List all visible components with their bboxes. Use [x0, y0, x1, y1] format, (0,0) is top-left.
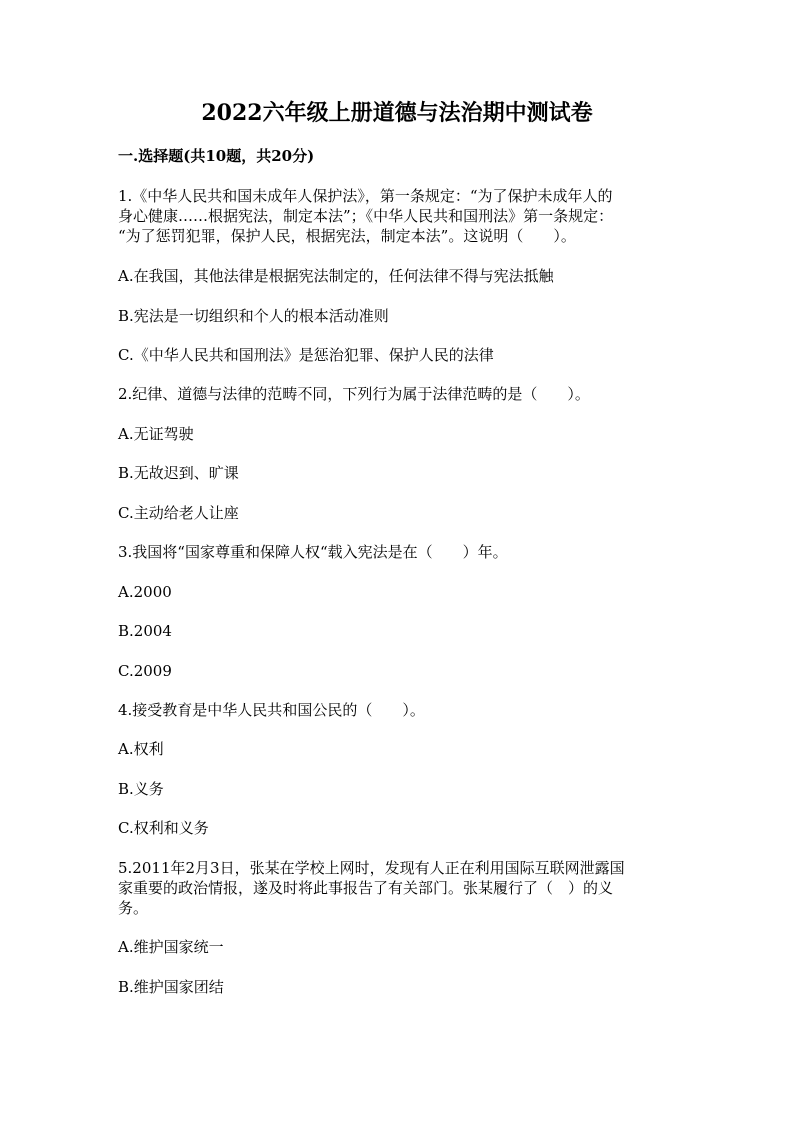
question-1-option-b: B.宪法是一切组织和个人的根本活动准则	[118, 307, 389, 325]
section-heading: 一.选择题(共10题，共20分)	[118, 147, 315, 165]
question-2-line-1: 2.纪律、道德与法律的范畴不同，下列行为属于法律范畴的是（ ）。	[118, 385, 590, 403]
question-3-line-1: 3.我国将“国家尊重和保障人权“载入宪法是在（ ）年。	[118, 543, 508, 561]
question-1-line-1: 1.《中华人民共和国未成年人保护法》，第一条规定：“为了保护未成年人的	[118, 187, 613, 205]
question-5-line-1: 5.2011年2月3日，张某在学校上网时，发现有人正在利用国际互联网泄露国	[118, 859, 625, 877]
question-4-option-c: C.权利和义务	[118, 819, 209, 837]
question-3-option-b: B.2004	[118, 622, 172, 640]
question-2-option-c: C.主动给老人让座	[118, 504, 239, 522]
question-3-option-a: A.2000	[118, 583, 172, 601]
question-1-line-3: “为了惩罚犯罪，保护人民，根据宪法，制定本法”。这说明（ ）。	[118, 227, 576, 245]
question-4-option-b: B.义务	[118, 780, 164, 798]
question-4-line-1: 4.接受教育是中华人民共和国公民的（ ）。	[118, 701, 425, 719]
question-2-option-b: B.无故迟到、旷课	[118, 464, 239, 482]
page-title: 2022六年级上册道德与法治期中测试卷	[201, 100, 593, 126]
question-1-option-a: A.在我国，其他法律是根据宪法制定的，任何法律不得与宪法抵触	[118, 267, 554, 285]
question-5-option-a: A.维护国家统一	[118, 938, 224, 956]
question-1-line-2: 身心健康……根据宪法，制定本法”；《中华人民共和国刑法》第一条规定：	[118, 207, 614, 225]
question-5-line-2: 家重要的政治情报，遂及时将此事报告了有关部门。张某履行了（ ）的义	[118, 879, 614, 897]
question-4-option-a: A.权利	[118, 740, 164, 758]
question-1-option-c: C.《中华人民共和国刑法》是惩治犯罪、保护人民的法律	[118, 346, 494, 364]
question-5-line-3: 务。	[118, 899, 149, 917]
question-5-option-b: B.维护国家团结	[118, 978, 224, 996]
question-3-option-c: C.2009	[118, 662, 172, 680]
question-2-option-a: A.无证驾驶	[118, 425, 194, 443]
